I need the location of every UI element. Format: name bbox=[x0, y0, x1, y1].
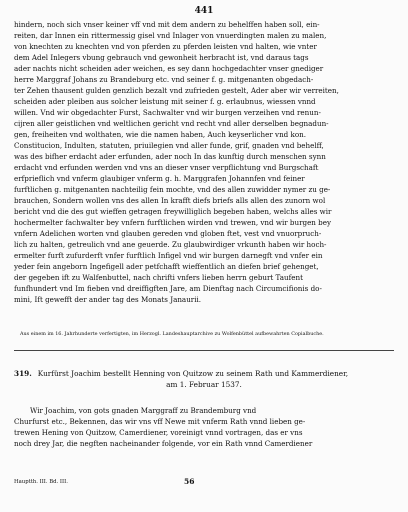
text-line: willen. Vnd wir obgedachter Furst, Sachwalter vnd wir burgen verzeihen vnd renun- bbox=[14, 108, 321, 117]
text-line: scheiden ader pleiben aus solcher leistung mit seiner f. g. erlaubnus, wiessen vnnd bbox=[14, 97, 316, 106]
document-text-block bbox=[14, 405, 394, 449]
source-footnote: Aus einem im 16. Jahrhunderte verfertigten, im Herzogl. Landeshauptarchive zu Wolfenbüttel aufbewahrten Copialbuche. bbox=[20, 331, 324, 337]
text-line: Constitucion, Indulten, statuten, priuilegien vnd aller funde, grif, gnaden vnd behelff, bbox=[14, 141, 324, 150]
text-line: hochermelter fachwalter bey vnfern furftlichen wirden vnd trewen, vnd wir burgen bey bbox=[14, 218, 332, 227]
text-line: noch drey Jar, die negften nacheinander folgende, vor ein Rath vnnd Camerdiener bbox=[14, 439, 313, 448]
text-line: hindern, noch sich vnser keiner vff vnd mit dem andern zu behelffen haben soll, ein- bbox=[14, 20, 320, 29]
text-line: dem Adel Inlegers vbung gebrauch vnd gewonheit herbracht ist, vnd daraus tags bbox=[14, 53, 309, 62]
text-line: ader nachts nicht scheiden ader weichen, es sey dann hochgedachter vnser gnediger bbox=[14, 64, 324, 73]
text-line: reiten, dar Innen ein rittermessig gisel vnd Inlager von vnuerdingten malen zu malen, bbox=[14, 31, 327, 40]
text-line: vnfern Adelichen worten vnd glauben gereden vnd globen ftet, vest vnd vnuorpruch- bbox=[14, 229, 322, 238]
text-line: lich zu halten, getreulich vnd ane geuerde. Zu glaubwirdiger vrkunth haben wir hoch- bbox=[14, 240, 327, 249]
page-number: 441 bbox=[194, 6, 214, 16]
document-heading bbox=[14, 368, 394, 390]
document-number: 319. bbox=[14, 369, 32, 378]
document-title: Kurfürst Joachim bestellt Henning von Quitzow zu seinem Rath und Kammerdiener, bbox=[37, 369, 349, 378]
text-line: gen, freiheiten vnd wolthaten, wie die namen haben, Auch keyserlicher vnd kon. bbox=[14, 130, 307, 139]
text-line: der gegeben ift zu Walfenbuttel, nach chrifti vnfers lieben herrn geburt Taufent bbox=[14, 273, 303, 282]
document-date: am 1. Februar 1537. bbox=[166, 380, 242, 389]
text-line: von knechten zu knechten vnd von pferden zu pferden leisten vnd halten, wie vnter bbox=[14, 42, 317, 51]
text-line: furftlichen g. mitgenanten nachteilig fein mochte, vnd des allen zuwidder nymer zu ge- bbox=[14, 185, 331, 194]
text-line: cijren aller geistlichen vnd weltlichen gericht vnd recht vnd aller derselben begnadun- bbox=[14, 119, 329, 128]
text-line: yeder fein angeborn Ingefigell ader petfchafft wieffentlich an diefen brief gehenget, bbox=[14, 262, 319, 271]
text-line: erfprieflich vnd vnferm glaubiger vnferm g. h. Marggrafen Johannfen vnd feiner bbox=[14, 174, 305, 183]
text-line: ermelter furft zufurderft vnfer furftlich Infigel vnd wir burgen darnegft vnd vnfer ein bbox=[14, 251, 323, 260]
text-line: herre Marggraf Johans zu Brandeburg etc. vnd seiner f. g. mitgenanten obgedach- bbox=[14, 75, 314, 84]
text-line: funfhundert vnd Im fieben vnd dreiffigften Jare, am Dienftag nach Circumcifionis do- bbox=[14, 284, 322, 293]
text-line: mini, Ift gewefft der ander tag des Monats Janaurii. bbox=[14, 295, 202, 304]
section-divider bbox=[14, 350, 394, 351]
text-line: bericht vnd die des gut wieffen getragen freywilliglich begeben haben, welchs alles wir bbox=[14, 207, 332, 216]
text-line: ter Zehen thausent gulden genzlich bezalt vnd zufrieden gestelt, Ader aber wir verreiten, bbox=[14, 86, 339, 95]
sheet-label: Hauptth. III. Bd. III. bbox=[14, 479, 68, 485]
sheet-number: 56 bbox=[184, 477, 195, 486]
document-title-line bbox=[14, 368, 394, 379]
text-line: trewen Hening von Quitzow, Camerdiener, voreinigt vnnd vortragen, das er vns bbox=[14, 428, 303, 437]
main-text-block bbox=[14, 19, 394, 305]
text-line: was des bifher erdacht ader erfunden, ader noch In das kunftig durch menschen synn bbox=[14, 152, 326, 161]
text-line: erdacht vnd erfunden werden vnd vns an dieser vnser verpflichtung vnd Burgschaft bbox=[14, 163, 319, 172]
text-line: Churfurst etc., Bekennen, das wir vns vff Newe mit vnferm Rath vnnd lieben ge- bbox=[14, 417, 306, 426]
text-line: brauchen, Sondern wollen vns des allen In krafft diefs briefs alls allen des zunorn wol bbox=[14, 196, 326, 205]
text-line: Wir Joachim, von gots gnaden Marggraff zu Brandemburg vnd bbox=[30, 406, 257, 415]
